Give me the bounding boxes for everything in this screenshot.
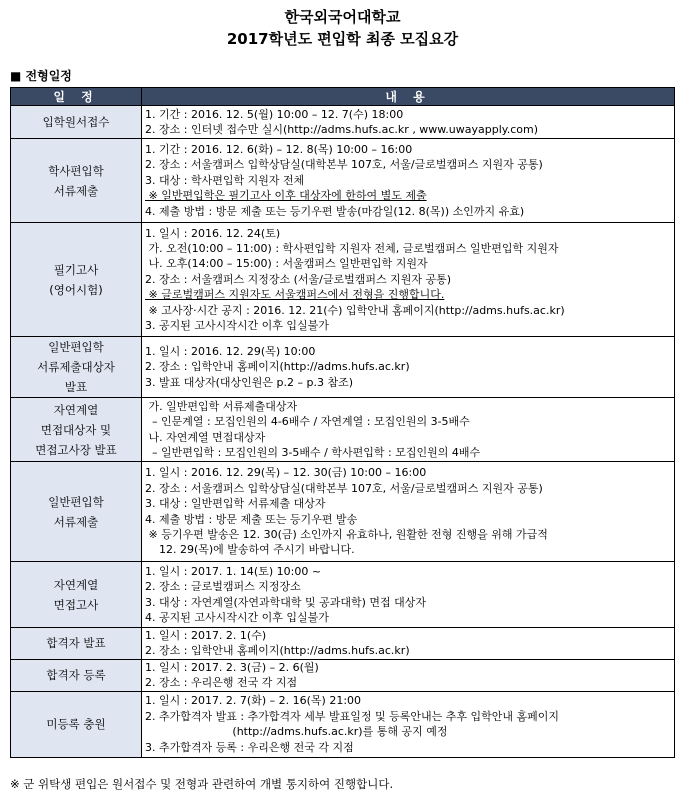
content-line: 가. 일반편입학 서류제출대상자	[145, 399, 298, 413]
section-heading: ■ 전형일정	[10, 69, 72, 83]
schedule-cell	[11, 462, 142, 562]
schedule-cell	[11, 337, 142, 398]
header-content: 내 용	[142, 88, 675, 106]
document-title: 2017학년도 편입학 최종 모집요강	[226, 30, 459, 48]
content-cell	[142, 337, 675, 398]
table-row	[11, 337, 675, 398]
table-row	[11, 628, 675, 660]
content-line: 2. 장소 : 서울캠퍼스 입학상담실(대학본부 107호, 서울/글로벌캠퍼스 지원자 공통)	[145, 481, 543, 495]
schedule-label: 면접대상자 및	[40, 422, 112, 437]
content-cell	[142, 562, 675, 628]
schedule-label: 필기고사	[53, 262, 99, 277]
content-line: 1. 기간 : 2016. 12. 6(화) – 12. 8(목) 10:00 – 16:00	[145, 142, 413, 156]
content-line: 3. 대상 : 일반편입학 서류제출 대상자	[145, 497, 326, 511]
table-row	[11, 562, 675, 628]
content-line: 3. 대상 : 자연계열(자연과학대학 및 공과대학) 면접 대상자	[145, 595, 427, 609]
content-line: – 인문계열 : 모집인원의 4-6배수 / 자연계열 : 모집인원의 3-5배수	[145, 415, 470, 429]
content-cell	[142, 659, 675, 691]
schedule-label: 서류제출	[53, 514, 99, 529]
content-line: 1. 일시 : 2017. 2. 3(금) – 2. 6(월)	[145, 660, 319, 674]
schedule-label: 자연계열	[53, 577, 99, 592]
table-row	[11, 223, 675, 337]
schedule-label: 면접고사	[53, 597, 99, 612]
content-line: – 일반편입학 : 모집인원의 3-5배수 / 학사편입학 : 모집인원의 4배수	[145, 445, 481, 459]
schedule-label: 면접고사장 발표	[35, 442, 117, 457]
content-line: 3. 추가합격자 등록 : 우리은행 전국 각 지점	[145, 740, 354, 754]
content-line: 2. 장소 : 우리은행 전국 각 지점	[145, 676, 298, 690]
table-body	[11, 106, 675, 758]
content-line: 3. 대상 : 학사편입학 지원자 전체	[145, 173, 305, 187]
content-line: ※ 일반편입학은 필기고사 이후 대상자에 한하여 별도 제출	[145, 189, 427, 203]
schedule-cell	[11, 691, 142, 757]
content-cell	[142, 223, 675, 337]
schedule-label: 학사편입학	[48, 163, 104, 178]
content-line: ※ 고사장·시간 공지 : 2016. 12. 21(수) 입학안내 홈페이지(http://adms.hufs.ac.kr)	[145, 303, 565, 317]
schedule-cell	[11, 628, 142, 660]
schedule-cell	[11, 106, 142, 139]
content-line: 나. 자연계열 면접대상자	[145, 430, 266, 444]
content-line: 4. 제출 방법 : 방문 제출 또는 등기우편 발송	[145, 512, 358, 526]
content-line: 1. 일시 : 2017. 2. 7(화) – 2. 16(목) 21:00	[145, 694, 362, 708]
table-row	[11, 462, 675, 562]
content-line: 3. 공지된 고사시작시간 이후 입실불가	[145, 319, 329, 333]
content-cell	[142, 398, 675, 462]
university-name: 한국외국어대학교	[284, 8, 401, 26]
schedule-label: 자연계열	[53, 402, 99, 417]
content-line: 가. 오전(10:00 – 11:00) : 학사편입학 지원자 전체, 글로벌캠퍼스 일반편입학 지원자	[145, 241, 559, 255]
content-line: 1. 일시 : 2016. 12. 29(목) 10:00	[145, 344, 316, 358]
schedule-label: 발표	[64, 380, 88, 394]
content-line: 4. 공지된 고사시작시간 이후 입실불가	[145, 610, 329, 624]
content-line: 2. 장소 : 인터넷 접수만 실시(http://adms.hufs.ac.kr , www.uwayapply.com)	[145, 123, 538, 136]
schedule-label: 입학원서접수	[42, 115, 110, 129]
content-cell	[142, 139, 675, 223]
content-line: 나. 오후(14:00 – 15:00) : 서울캠퍼스 일반편입학 지원자	[145, 257, 428, 271]
content-line: 1. 일시 : 2017. 2. 1(수)	[145, 629, 267, 642]
table-row	[11, 691, 675, 757]
schedule-cell	[11, 659, 142, 691]
table-header-row	[11, 88, 675, 106]
schedule-table	[10, 87, 675, 758]
schedule-label: 서류제출대상자	[37, 360, 115, 374]
content-cell	[142, 628, 675, 660]
content-line: 1. 일시 : 2016. 12. 29(목) – 12. 30(금) 10:00 – 16:00	[145, 466, 427, 480]
content-line: 1. 기간 : 2016. 12. 5(월) 10:00 – 12. 7(수) 18:00	[145, 107, 404, 121]
schedule-label: 일반편입학	[48, 494, 104, 509]
content-line: (http://adms.hufs.ac.kr)를 통해 공지 예정	[145, 725, 448, 739]
schedule-label: 미등록 충원	[46, 717, 106, 732]
content-cell	[142, 691, 675, 757]
content-line: 2. 장소 : 서울캠퍼스 지정장소 (서울/글로벌캠퍼스 지원자 공통)	[145, 272, 451, 286]
schedule-label: 일반편입학	[48, 340, 104, 354]
content-line: 2. 추가합격자 발표 : 추가합격자 세부 발표일정 및 등록안내는 추후 입학안내 홈페이지	[145, 709, 559, 723]
content-line: 1. 일시 : 2017. 1. 14(토) 10:00 ~	[145, 564, 322, 578]
schedule-label: 합격자 발표	[46, 636, 106, 651]
schedule-cell	[11, 139, 142, 223]
content-line: 2. 장소 : 입학안내 홈페이지(http://adms.hufs.ac.kr)	[145, 360, 410, 374]
header-schedule: 일 정	[11, 88, 142, 106]
content-line: 1. 일시 : 2016. 12. 24(토)	[145, 226, 281, 240]
footnote: ※ 군 위탁생 편입은 원서접수 및 전형과 관련하여 개별 통지하여 진행합니다.	[10, 777, 394, 791]
content-line: 2. 장소 : 서울캠퍼스 입학상담실(대학본부 107호, 서울/글로벌캠퍼스 지원자 공통)	[145, 158, 543, 172]
schedule-cell	[11, 562, 142, 628]
table-row	[11, 106, 675, 139]
content-line: ※ 글로벌캠퍼스 지원자도 서울캠퍼스에서 전형을 진행합니다.	[145, 288, 445, 302]
schedule-label: (영어시험)	[49, 282, 103, 297]
table-row	[11, 659, 675, 691]
schedule-cell	[11, 398, 142, 462]
content-line: 2. 장소 : 글로벌캠퍼스 지정장소	[145, 580, 301, 594]
content-cell	[142, 106, 675, 139]
table-row	[11, 139, 675, 223]
schedule-label: 서류제출	[53, 183, 99, 198]
content-line: ※ 등기우편 발송은 12. 30(금) 소인까지 유효하나, 원활한 전형 진행을 위해 가급적	[145, 527, 548, 541]
schedule-label: 합격자 등록	[46, 668, 106, 683]
content-line: 2. 장소 : 입학안내 홈페이지(http://adms.hufs.ac.kr)	[145, 644, 410, 658]
content-cell	[142, 462, 675, 562]
content-line: 12. 29(목)에 발송하여 주시기 바랍니다.	[145, 543, 355, 557]
content-line: 3. 발표 대상자(대상인원은 p.2 – p.3 참조)	[145, 375, 354, 389]
content-line: 4. 제출 방법 : 방문 제출 또는 등기우편 발송(마감일(12. 8(목)) 소인까지 유효)	[145, 204, 525, 218]
table-row	[11, 398, 675, 462]
schedule-cell	[11, 223, 142, 337]
